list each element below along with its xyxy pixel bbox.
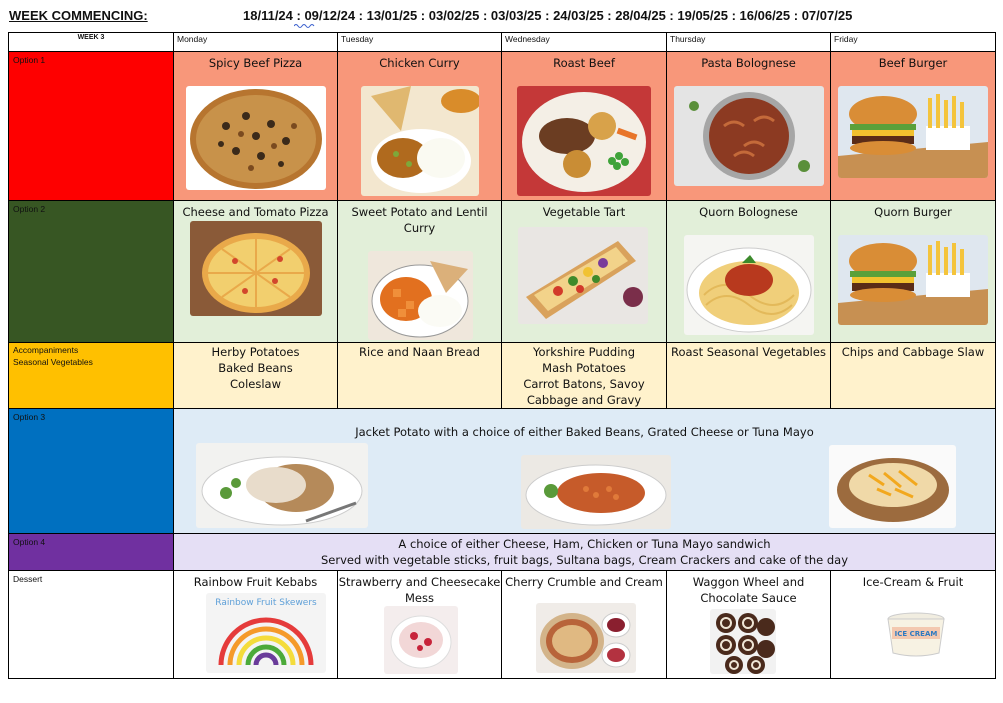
dessert-monday <box>174 571 338 679</box>
day-header-friday <box>831 33 996 52</box>
accompaniments-row <box>9 343 996 409</box>
accompaniment-item: Rice and Naan Bread <box>359 345 480 359</box>
accompaniment-item: Mash Potatoes <box>542 361 626 375</box>
rainbow-fruit-kebabs-image <box>206 593 326 673</box>
option1-thursday <box>667 52 831 201</box>
dish-name: Quorn Bolognese <box>699 205 798 219</box>
accompaniments-friday <box>831 343 996 409</box>
spellcheck-squiggle <box>294 23 316 29</box>
accompaniment-item: Chips and Cabbage Slaw <box>841 345 985 359</box>
roast-beef-image <box>517 86 651 196</box>
accompaniment-item: Baked Beans <box>218 361 293 375</box>
kebab-sign-text: Rainbow Fruit Skewers <box>215 598 317 608</box>
option2-label: Option 2 <box>13 204 46 214</box>
dessert-label-cell <box>9 571 174 679</box>
option4-line2: Served with vegetable sticks, fruit bags, Sultana bags, Cream Crackers and cake of the day <box>320 553 849 567</box>
option1-friday <box>831 52 996 201</box>
dessert-friday <box>831 571 996 679</box>
tub-label-text: ICE CREAM <box>894 630 938 638</box>
dish-name: Waggon Wheel and Chocolate Sauce <box>692 575 805 605</box>
option4-row <box>9 534 996 571</box>
chicken-curry-image <box>361 86 479 196</box>
option1-wednesday <box>502 52 667 201</box>
dish-name: Cherry Crumble and Cream <box>505 575 663 589</box>
quorn-burger-image <box>838 235 988 325</box>
dessert-row <box>9 571 996 679</box>
option3-label-cell <box>9 409 174 534</box>
dish-name: Cheese and Tomato Pizza <box>182 205 329 219</box>
dessert-label: Dessert <box>13 574 43 584</box>
day-label: Monday <box>177 34 208 44</box>
option2-friday <box>831 201 996 343</box>
cherry-crumble-image <box>536 603 636 673</box>
day-header-row <box>9 33 996 52</box>
accompaniment-item: Cabbage and Gravy <box>526 393 642 407</box>
accompaniments-label: Accompaniments <box>13 345 79 355</box>
option4-content <box>174 534 996 571</box>
accompaniments-thursday <box>667 343 831 409</box>
dish-name: Chicken Curry <box>379 56 460 70</box>
day-label: Wednesday <box>505 34 550 44</box>
strawberry-cheesecake-mess-image <box>384 606 458 674</box>
dish-name: Vegetable Tart <box>542 205 626 219</box>
option1-tuesday <box>338 52 502 201</box>
spicy-beef-pizza-image <box>186 86 326 190</box>
beef-burger-image <box>838 86 988 178</box>
option3-content <box>174 409 996 534</box>
option1-label: Option 1 <box>13 55 46 65</box>
option2-tuesday <box>338 201 502 343</box>
accompaniment-item: Coleslaw <box>230 377 281 391</box>
accompaniments-tuesday <box>338 343 502 409</box>
accompaniment-item: Roast Seasonal Vegetables <box>671 345 826 359</box>
page-header <box>9 8 994 28</box>
accompaniment-item: Herby Potatoes <box>211 345 300 359</box>
week-label: WEEK 3 <box>77 34 105 41</box>
option3-text: Jacket Potato with a choice of either Baked Beans, Grated Cheese or Tuna Mayo <box>355 425 814 439</box>
option2-row <box>9 201 996 343</box>
dish-name: Strawberry and Cheesecake Mess <box>338 575 501 605</box>
option4-label-cell <box>9 534 174 571</box>
week-commencing-label: WEEK COMMENCING: <box>9 8 148 23</box>
pasta-bolognese-image <box>674 86 824 186</box>
dessert-thursday <box>667 571 831 679</box>
jacket-potato-beans-image <box>521 455 671 529</box>
week-commencing-dates: 18/11/24 : 09/12/24 : 13/01/25 : 03/02/25 : 03/03/25 : 24/03/25 : 28/04/25 : 19/05/25 : 16/06/25 : 07/07/25 <box>243 8 853 23</box>
day-label: Thursday <box>670 34 706 44</box>
dish-name: Sweet Potato and Lentil Curry <box>351 205 488 235</box>
menu-table <box>8 32 996 679</box>
dish-name: Beef Burger <box>878 56 948 70</box>
quorn-bolognese-image <box>684 235 814 335</box>
day-label: Tuesday <box>341 34 374 44</box>
option4-line1: A choice of either Cheese, Ham, Chicken or Tuna Mayo sandwich <box>398 537 771 551</box>
week-cell <box>9 33 174 52</box>
dish-name: Ice-Cream & Fruit <box>862 575 964 589</box>
waggon-wheel-image <box>710 609 776 674</box>
accompaniments-label-cell <box>9 343 174 409</box>
vegetable-tart-image <box>518 227 648 324</box>
option3-row <box>9 409 996 534</box>
dessert-tuesday <box>338 571 502 679</box>
day-header-thursday <box>667 33 831 52</box>
option4-label: Option 4 <box>13 537 46 547</box>
option1-label-cell <box>9 52 174 201</box>
dish-name: Pasta Bolognese <box>701 56 796 70</box>
dish-name: Rainbow Fruit Kebabs <box>193 575 318 589</box>
ice-cream-tub-image <box>886 611 946 659</box>
option2-monday <box>174 201 338 343</box>
day-header-monday <box>174 33 338 52</box>
option2-wednesday <box>502 201 667 343</box>
jacket-potato-cheese-image <box>829 445 956 528</box>
option2-label-cell <box>9 201 174 343</box>
jacket-potato-tuna-image <box>196 443 368 528</box>
accompaniment-item: Carrot Batons, Savoy <box>523 377 645 391</box>
dish-name: Quorn Burger <box>874 205 952 219</box>
option1-row <box>9 52 996 201</box>
option2-thursday <box>667 201 831 343</box>
day-header-wednesday <box>502 33 667 52</box>
dish-name: Spicy Beef Pizza <box>208 56 303 70</box>
seasonal-vegetables-label: Seasonal Vegetables <box>13 357 93 367</box>
option3-label: Option 3 <box>13 412 46 422</box>
option1-monday <box>174 52 338 201</box>
sweet-potato-lentil-curry-image <box>368 251 473 340</box>
dessert-wednesday <box>502 571 667 679</box>
dish-name: Roast Beef <box>553 56 615 70</box>
day-header-tuesday <box>338 33 502 52</box>
cheese-tomato-pizza-image <box>190 221 322 316</box>
accompaniments-wednesday <box>502 343 667 409</box>
day-label: Friday <box>834 34 858 44</box>
accompaniments-monday <box>174 343 338 409</box>
accompaniment-item: Yorkshire Pudding <box>532 345 635 359</box>
